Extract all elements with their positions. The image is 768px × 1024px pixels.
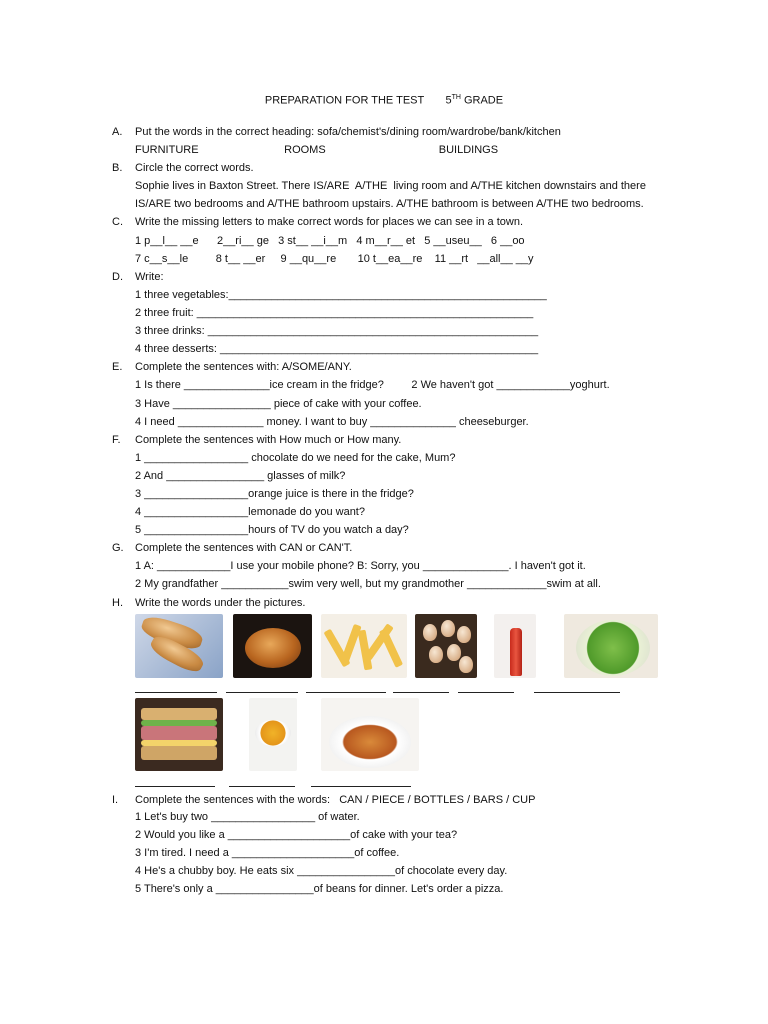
section-d-letter: D.	[112, 271, 123, 283]
eggs-photo	[415, 614, 477, 678]
section-e-item-1: 1 Is there ______________ice cream in the fridge? 2 We haven't got ____________yoghurt.	[135, 379, 610, 391]
section-d-item-4: 4 three desserts: ____________________________________________________	[135, 343, 539, 355]
section-a-instruction: Put the words in the correct heading: sofa/chemist's/dining room/wardrobe/bank/kitchen	[135, 126, 561, 138]
juice-bottle-photo	[494, 614, 536, 678]
section-d-instruction: Write:	[135, 271, 164, 283]
sandwich-photo	[135, 698, 223, 771]
title-grade-num: 5	[445, 94, 452, 107]
soup-photo	[249, 698, 297, 771]
section-e-letter: E.	[112, 361, 123, 373]
section-i-item-1: 1 Let's buy two _________________ of water.	[135, 811, 360, 823]
section-a-letter: A.	[112, 126, 123, 138]
section-i-item-3: 3 I'm tired. I need a ____________________of coffee.	[135, 847, 400, 859]
section-c-words-2: 7 c__s__le 8 t__ __er 9 __qu__re 10 t__ea__re 11 __rt __all__ __y	[135, 253, 534, 265]
section-b-letter: B.	[112, 162, 123, 174]
section-f-instruction: Complete the sentences with How much or How many.	[135, 434, 402, 446]
section-d-item-2: 2 three fruit: _______________________________________________________	[135, 307, 534, 319]
section-f-item-3: 3 _________________orange juice is there in the fridge?	[135, 488, 414, 500]
title-main: PREPARATION FOR THE TEST	[264, 94, 425, 107]
salad-photo	[564, 614, 658, 678]
answer-line-8[interactable]	[229, 786, 295, 787]
section-f-item-2: 2 And ________________ glasses of milk?	[135, 470, 346, 482]
section-e-item-2: 3 Have ________________ piece of cake with your coffee.	[135, 398, 422, 410]
section-e-instruction: Complete the sentences with: A/SOME/ANY.	[135, 361, 352, 373]
section-d-item-3: 3 three drinks: ______________________________________________________	[135, 325, 539, 337]
bread-rolls-photo	[135, 614, 223, 678]
section-i-item-5: 5 There's only a ________________of beans for dinner. Let's order a pizza.	[135, 883, 504, 895]
section-b-text-1: Sophie lives in Baxton Street. There IS/ARE A/THE living room and A/THE kitchen downstairs and there	[135, 180, 646, 192]
section-b-instruction: Circle the correct words.	[135, 162, 254, 174]
answer-line-4[interactable]	[393, 692, 449, 693]
answer-line-5[interactable]	[458, 692, 514, 693]
answer-line-6[interactable]	[534, 692, 620, 693]
section-f-item-5: 5 _________________hours of TV do you watch a day?	[135, 524, 409, 536]
answer-line-3[interactable]	[306, 692, 386, 693]
section-d-item-1: 1 three vegetables:____________________________________________________	[135, 289, 547, 301]
section-g-item-2: 2 My grandfather ___________swim very well, but my grandmother _____________swim at all.	[135, 578, 601, 590]
answer-line-2[interactable]	[226, 692, 298, 693]
section-i-item-4: 4 He's a chubby boy. He eats six ________________of chocolate every day.	[135, 865, 508, 877]
section-i-item-2: 2 Would you like a ____________________of cake with your tea?	[135, 829, 458, 841]
section-c-letter: C.	[112, 216, 123, 228]
title-grade-sup: TH	[451, 94, 461, 101]
section-b-text-2: IS/ARE two bedrooms and A/THE bathroom upstairs. A/THE bathroom is between A/THE two bedrooms.	[135, 198, 644, 210]
section-a-headings: FURNITURE ROOMS BUILDINGS	[135, 144, 499, 156]
section-h-letter: H.	[112, 597, 123, 609]
section-g-letter: G.	[112, 542, 124, 554]
section-g-instruction: Complete the sentences with CAN or CAN'T.	[135, 542, 353, 554]
section-c-instruction: Write the missing letters to make correct words for places we can see in a town.	[135, 216, 524, 228]
section-f-item-1: 1 _________________ chocolate do we need for the cake, Mum?	[135, 452, 456, 464]
worksheet-title	[0, 94, 768, 107]
answer-line-9[interactable]	[311, 786, 411, 787]
french-fries-photo	[321, 614, 407, 678]
title-grade-word: GRADE	[463, 94, 504, 107]
section-g-item-1: 1 A: ____________I use your mobile phone? B: Sorry, you ______________. I haven't got it.	[135, 560, 586, 572]
section-h-instruction: Write the words under the pictures.	[135, 597, 306, 609]
section-e-item-3: 4 I need ______________ money. I want to buy ______________ cheeseburger.	[135, 416, 529, 428]
section-c-words-1: 1 p__l__ __e 2__ri__ ge 3 st__ __i__m 4 m__r__ et 5 __useu__ 6 __oo	[135, 235, 525, 247]
spaghetti-photo	[321, 698, 419, 771]
section-i-letter: I.	[112, 794, 119, 806]
section-f-item-4: 4 _________________lemonade do you want?	[135, 506, 365, 518]
section-f-letter: F.	[112, 434, 121, 446]
section-i-instruction: Complete the sentences with the words: CAN / PIECE / BOTTLES / BARS / CUP	[135, 794, 536, 806]
answer-line-1[interactable]	[135, 692, 217, 693]
roast-chicken-photo	[233, 614, 312, 678]
answer-line-7[interactable]	[135, 786, 215, 787]
